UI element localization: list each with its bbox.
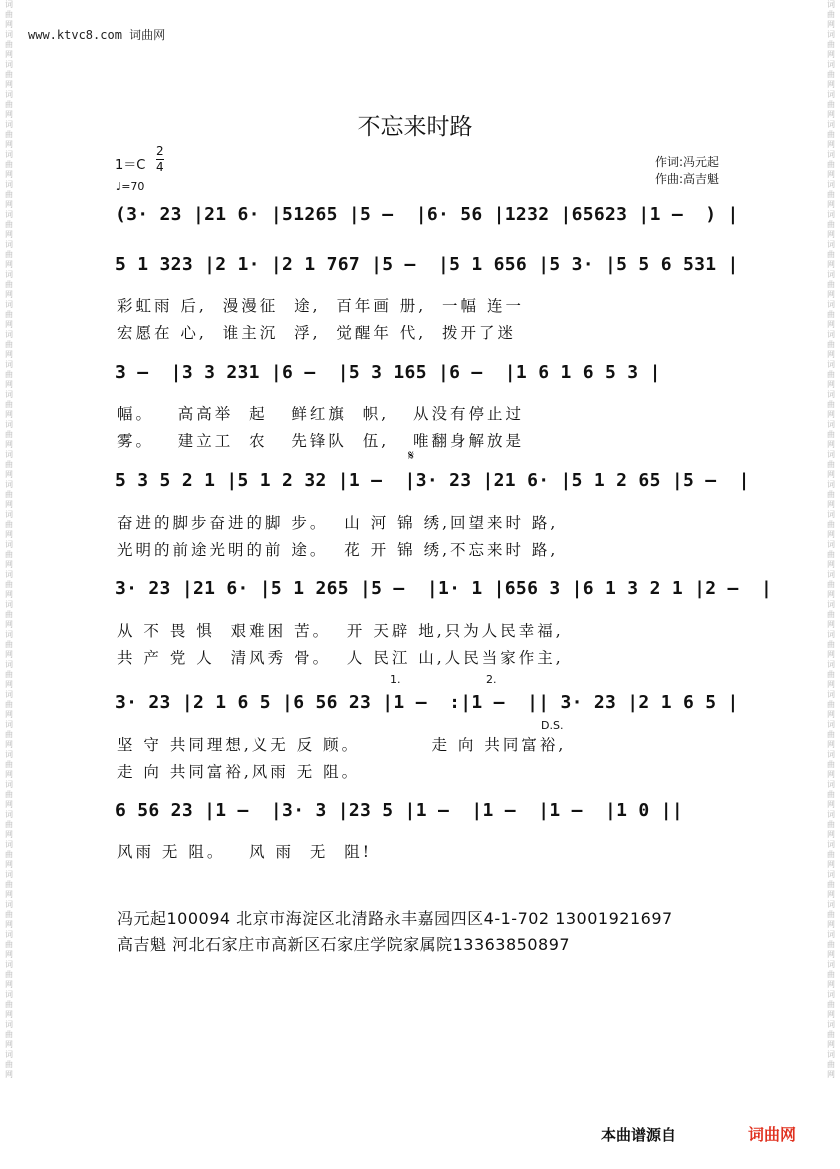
lyric-line-3-verse-1: 幅。 高高举 起 鲜红旗 帜, 从没有停止过 <box>117 405 524 423</box>
tempo-value: =70 <box>121 180 145 193</box>
site-watermark: www.ktvc8.com 词曲网 <box>28 28 166 42</box>
lyric-line-4-verse-2: 光明的前途光明的前 途。 花 开 锦 绣,不忘来时 路, <box>117 541 559 559</box>
lyric-line-6-verse-2: 走 向 共同富裕,风雨 无 阻。 <box>117 763 361 781</box>
notes-line-6: 3· 23 |2 1 6 5 |6 56 23 |1 – :|1 – || 3· 23 |2 1 6 5 | <box>115 692 739 713</box>
lyricist-credit: 作词:冯元起 <box>655 155 720 169</box>
dal-segno-mark: D.S. <box>541 719 564 732</box>
notes-line-1: (3· 23 |21 6· |51265 |5 – |6· 56 |1232 |65623 |1 – ) | <box>115 204 739 225</box>
notes-line-5: 3· 23 |21 6· |5 1 265 |5 – |1· 1 |656 3 |6 1 3 2 1 |2 – | <box>115 578 773 599</box>
composer-credit: 作曲:高吉魁 <box>655 172 720 186</box>
lyric-line-2-verse-2: 宏愿在 心, 谁主沉 浮, 觉醒年 代, 拨开了迷 <box>117 324 517 342</box>
notes-line-3: 3 – |3 3 231 |6 – |5 3 165 |6 – |1 6 1 6 5 3 | <box>115 362 661 383</box>
lyric-line-5-verse-2: 共 产 党 人 清风秀 骨。 人 民江 山,人民当家作主, <box>117 649 564 667</box>
lyric-line-6-verse-1: 坚 守 共同理想,义无 反 顾。 走 向 共同富裕, <box>117 736 567 754</box>
quarter-note-icon: ♩ <box>116 180 122 193</box>
lyric-line-7-verse-1: 风雨 无 阻。 风 雨 无 阻! <box>117 843 372 861</box>
side-watermark-right: 词曲网词曲网词曲网词曲网词曲网词曲网词曲网词曲网词曲网词曲网词曲网词曲网词曲网词曲网词曲网词曲网词曲网词曲网词曲网词曲网词曲网词曲网词曲网词曲网词曲网词曲网词曲网词曲网词曲网词曲网词曲网词曲网词曲网词曲网词曲网词曲网 <box>827 0 835 1079</box>
notes-line-4: 5 3 5 2 1 |5 1 2 32 |1 – |3· 23 |21 6· |5 1 2 65 |5 – | <box>115 470 750 491</box>
lyric-line-5-verse-1: 从 不 畏 惧 艰难困 苦。 开 天辟 地,只为人民幸福, <box>117 622 564 640</box>
time-top: 2 <box>156 144 164 158</box>
brand-logo: 词曲网 <box>748 1125 797 1144</box>
second-ending-mark: 2. <box>486 673 497 686</box>
source-label: 本曲谱源自 <box>601 1126 677 1144</box>
notes-line-7: 6 56 23 |1 – |3· 3 |23 5 |1 – |1 – |1 – |1 0 || <box>115 800 683 821</box>
lyric-line-3-verse-2: 雾。 建立工 农 先锋队 伍, 唯翻身解放是 <box>117 432 524 450</box>
side-watermark-left: 词曲网词曲网词曲网词曲网词曲网词曲网词曲网词曲网词曲网词曲网词曲网词曲网词曲网词曲网词曲网词曲网词曲网词曲网词曲网词曲网词曲网词曲网词曲网词曲网词曲网词曲网词曲网词曲网词曲网词曲网词曲网词曲网词曲网词曲网词曲网词曲网 <box>5 0 13 1079</box>
contact-lyricist: 冯元起100094 北京市海淀区北清路永丰嘉园四区4-1-702 13001921697 <box>117 909 673 928</box>
notes-line-2: 5 1 323 |2 1· |2 1 767 |5 – |5 1 656 |5 3· |5 5 6 531 | <box>115 254 739 275</box>
key-signature: 1＝C <box>115 158 146 173</box>
lyric-line-4-verse-1: 奋进的脚步奋进的脚 步。 山 河 锦 绣,回望来时 路, <box>117 514 559 532</box>
lyric-line-2-verse-1: 彩虹雨 后, 漫漫征 途, 百年画 册, 一幅 连一 <box>117 297 524 315</box>
segno-mark: 𝄋 <box>408 448 415 464</box>
contact-composer: 高吉魁 河北石家庄市高新区石家庄学院家属院13363850897 <box>117 935 571 954</box>
first-ending-mark: 1. <box>390 673 401 686</box>
time-bottom: 4 <box>156 160 164 174</box>
song-title: 不忘来时路 <box>357 114 473 140</box>
